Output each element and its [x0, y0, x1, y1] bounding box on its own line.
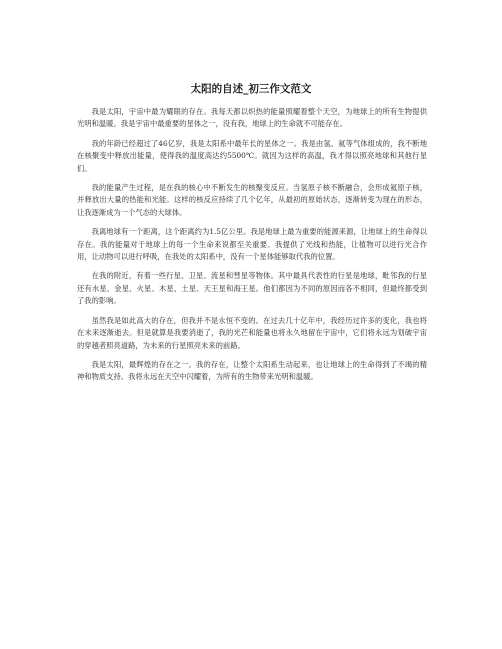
document-body — [77, 106, 427, 391]
paragraph-4: 我离地球有一个距离，这个距离约为1.5亿公里。我是地球上最为重要的能源来源，让地球上的生命得以存在。我的能量对于地球上的每一个生命来说都至关重要。我提供了光线和热能，让植物可以进行光合作用，让动物可以进行呼吸，在我处的太阳系中，没有一个星体能够取代我的位置。 — [77, 227, 427, 262]
paragraph-5: 在我的附近，有着一些行星、卫星、流星和彗星等物体。其中最具代表性的行星是地球，毗邻我的行星还有水星、金星、火星、木星、土星、天王星和海王星。他们都因为不同的原因而各不相同，但最终都受到了我的影响。 — [77, 271, 427, 306]
document-title: 太阳的自述_初三作文范文 — [190, 83, 312, 95]
paragraph-2: 我的年龄已经超过了46亿岁，我是太阳系中最年长的星体之一。我是由氢、氦等气体组成的，我不断地在核聚变中释放出能量，使得我的温度高达约5500℃。就因为这样的高温，我才得以照亮地球和其他行星们。 — [77, 138, 427, 173]
paragraph-7: 我是太阳，最辉煌的存在之一。我的存在，让整个太阳系生动起来，也让地球上的生命得到了不竭的精神和物质支持。我将永远在天空中闪耀着，为所有的生物带来光明和温暖。 — [77, 359, 427, 382]
paragraph-6: 虽然我是如此高大的存在，但我并不是永恒不变的。在过去几十亿年中，我经历过许多的变化，我也将在未来逐渐逝去。但是就算是我要消逝了，我的光芒和能量也将永久地留在宇宙中，它们将永远为划破宇宙的穿越者照亮道路，为未来的行星照亮未来的前路。 — [77, 315, 427, 350]
paragraph-3: 我的能量产生过程，是在我的核心中不断发生的核聚变反应。当氢原子核不断融合，会形成氦原子核，并释放出大量的热能和光能。这样的核反应持续了几个亿年，从最初的原始状态，逐渐转变为现在的形态，让我逐渐成为一个气态的大球体。 — [77, 183, 427, 217]
paragraph-1: 我是太阳，宇宙中最为耀眼的存在。我每天都以炽热的能量照耀着整个天空，为地球上的所有生物提供光明和温暖。我是宇宙中最重要的星体之一，没有我，地球上的生命就不可能存在。 — [77, 107, 427, 129]
